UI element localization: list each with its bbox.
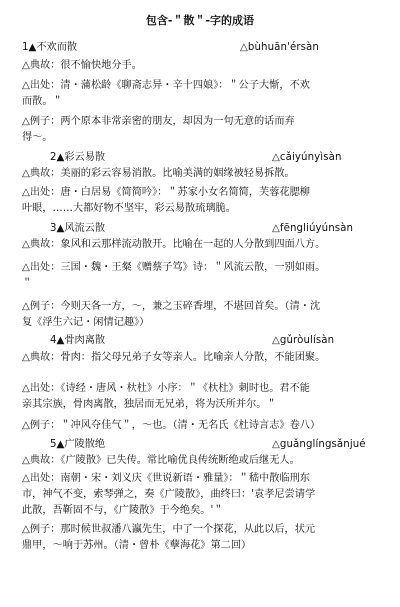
entry-1-line: 而散。＂	[22, 96, 63, 107]
entry-2-line: 叶眼，……大都好物不坚牢，彩云易散琉璃脆。	[22, 203, 236, 214]
entry-2-title: 2▲彩云易散	[50, 152, 106, 163]
entry-3-line: ＂	[22, 278, 33, 289]
entry-5-line: △出处：南朝・宋・刘义庆《世说新语・雅量》：＂嵇中散临刑东	[22, 473, 310, 484]
entry-5-line: 鼎甲，～响于苏州。（清・曾朴《孽海花》第二回）	[22, 540, 252, 551]
entry-4-line: 亲其宗族，骨肉离散，独居而无兄弟，将为沃所并尔。＂	[22, 399, 277, 410]
entry-1-pinyin: △bùhuān'érsàn	[240, 42, 319, 53]
entry-5-heading	[22, 437, 380, 452]
entry-5-title: 5▲广陵散绝	[50, 439, 106, 450]
entry-1-line: △典故：很不愉快地分手。	[22, 60, 142, 71]
entry-2-pinyin: △cǎiyúnyìsàn	[272, 152, 342, 163]
entry-1-line: 得～。	[22, 132, 53, 143]
entry-4-pinyin: △gǔròulísàn	[272, 335, 335, 346]
entry-4-line: △出处：《诗经・唐风・杕杜》小序：＂《杕杜》刺时也。君不能	[22, 383, 310, 394]
page-title: 包含-＂散＂-字的成语	[145, 14, 255, 27]
entry-1-line: △出处：清・蒲松龄《聊斋志异・辛十四娘》：＂公子大惭，不欢	[22, 80, 310, 91]
entry-2-line: △典故：美丽的彩云容易消散。比喻美满的姻缘被轻易拆散。	[22, 168, 295, 179]
entry-2-line: △出处：唐・白居易《简简吟》：＂苏家小女名简简，芙蓉花腮柳	[22, 187, 310, 198]
entry-1-heading	[22, 40, 380, 55]
entry-1-line: △例子：两个原本非常亲密的朋友，却因为一句无意的话而弃	[22, 116, 295, 127]
entry-3-pinyin: △fēngliúyúnsàn	[272, 223, 354, 234]
entry-5-pinyin: △guǎnglíngsǎnjué	[272, 439, 366, 450]
entry-3-line: △例子：今则天各一方，～，兼之玉碎香埋，不堪回首矣。（清・沈	[22, 301, 321, 312]
entry-3-line: 复《浮生六记・闲情记趣》）	[22, 317, 150, 328]
entry-4-title: 4▲骨肉离散	[50, 335, 106, 346]
entry-5-line: △例子：那时候世叔潘八瀛先生，中了一个探花，从此以后，状元	[22, 524, 316, 535]
entry-3-title: 3▲风流云散	[50, 223, 106, 234]
entry-5-line: 此散，吾靳固不与，《广陵散》于今绝矣。'＂	[22, 505, 224, 516]
entry-4-heading	[22, 333, 380, 348]
entry-1-title: 1▲不欢而散	[22, 42, 78, 53]
entry-4-line: △例子：＂冲风夺佳气＂，～也。（清・无名氏《杜诗言志》卷八）	[22, 420, 321, 431]
entry-5-line: 市，神气不变，索琴弹之，奏《广陵散》，曲终曰：'袁孝尼尝请学	[22, 489, 316, 500]
entry-3-line: △典故：象风和云那样流动散开。比喻在一起的人分散到四面八方。	[22, 239, 326, 250]
entry-3-line: △出处：三国・魏・王粲《赠蔡子笃》诗：＂风流云散，一别如雨。	[22, 262, 326, 273]
entry-4-line: △典故：骨肉：指父母兄弟子女等亲人。比喻亲人分散，不能团聚。	[22, 352, 326, 363]
entry-3-heading	[22, 221, 380, 236]
entry-2-heading	[22, 150, 380, 165]
entry-5-line: △典故：《广陵散》已失传。常比喻优良传统断绝或后继无人。	[22, 455, 300, 466]
